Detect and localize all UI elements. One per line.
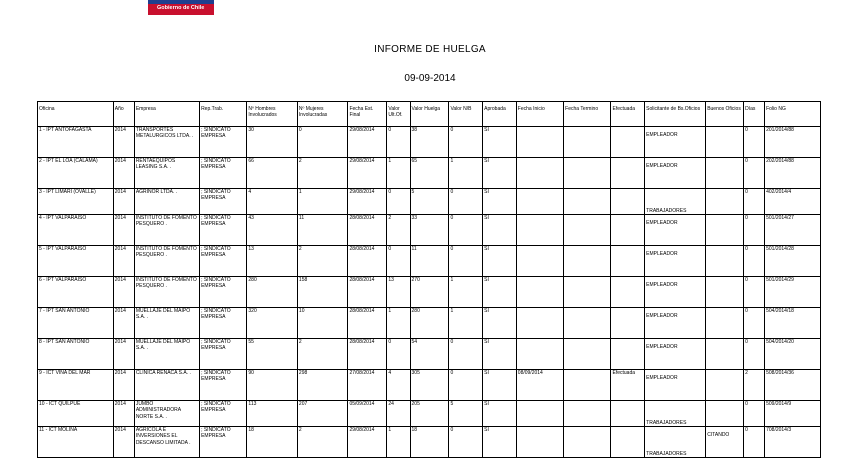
table-cell: 298 bbox=[297, 370, 348, 401]
table-cell: 0 bbox=[744, 308, 765, 339]
table-cell: 0 bbox=[744, 158, 765, 189]
table-cell bbox=[516, 427, 563, 458]
table-cell: ; SINDICATO EMPRESA bbox=[200, 308, 247, 339]
table-cell: 1 bbox=[449, 308, 483, 339]
table-cell: 29/08/2014 bbox=[348, 189, 387, 215]
table-cell: 2014 bbox=[113, 308, 134, 339]
report-title: INFORME DE HUELGA bbox=[374, 44, 486, 55]
table-cell: 2014 bbox=[113, 401, 134, 427]
table-cell: 2014 bbox=[113, 277, 134, 308]
table-cell: 05/09/2014 bbox=[348, 401, 387, 427]
table-cell bbox=[516, 127, 563, 158]
table-cell bbox=[564, 158, 611, 189]
table-cell bbox=[564, 127, 611, 158]
table-cell: 6 - IPT VALPARAISO bbox=[38, 277, 114, 308]
gobierno-de-chile-logo bbox=[148, 0, 214, 15]
table-cell: TRABAJADORES bbox=[645, 189, 706, 215]
column-header: Fecha Est. Final bbox=[348, 102, 387, 127]
column-header: Buenos Oficios bbox=[706, 102, 744, 127]
table-cell: CLINICA REÑACA S.A. . bbox=[134, 370, 199, 401]
column-header: Solicitante de Bs.Oficios bbox=[645, 102, 706, 127]
table-cell: 2 bbox=[297, 427, 348, 458]
table-row bbox=[38, 215, 821, 246]
table-cell: 2 bbox=[297, 246, 348, 277]
table-cell: 27/08/2014 bbox=[348, 370, 387, 401]
table-cell bbox=[706, 189, 744, 215]
logo-text: Gobierno de Chile bbox=[157, 5, 205, 11]
table-cell bbox=[611, 339, 645, 370]
table-cell bbox=[564, 189, 611, 215]
table-cell: 0 bbox=[744, 246, 765, 277]
table-cell bbox=[706, 158, 744, 189]
table-cell: INSTITUTO DE FOMENTO PESQUERO . bbox=[134, 246, 199, 277]
table-cell: SI bbox=[483, 370, 517, 401]
table-cell: INSTITUTO DE FOMENTO PESQUERO . bbox=[134, 277, 199, 308]
table-cell: 30 bbox=[247, 127, 298, 158]
table-cell: 2 bbox=[387, 215, 410, 246]
table-cell: 1 bbox=[387, 427, 410, 458]
table-cell bbox=[564, 401, 611, 427]
table-cell bbox=[564, 427, 611, 458]
table-cell: 4 bbox=[247, 189, 298, 215]
table-cell: 18 bbox=[247, 427, 298, 458]
table-cell: 501/2014/29 bbox=[765, 277, 821, 308]
table-cell bbox=[611, 308, 645, 339]
table-cell: 28/08/2014 bbox=[348, 277, 387, 308]
table-cell: 9 - ICT VIÑA DEL MAR bbox=[38, 370, 114, 401]
table-row bbox=[38, 308, 821, 339]
table-cell: ; SINDICATO EMPRESA bbox=[200, 277, 247, 308]
table-cell: 508/2014/36 bbox=[765, 370, 821, 401]
table-cell: 5 - IPT VALPARAISO bbox=[38, 246, 114, 277]
report-date: 09-09-2014 bbox=[404, 73, 456, 84]
table-cell: SI bbox=[483, 246, 517, 277]
table-cell bbox=[706, 246, 744, 277]
table-cell: 207 bbox=[297, 401, 348, 427]
table-cell: 320 bbox=[247, 308, 298, 339]
column-header: Aprobada bbox=[483, 102, 517, 127]
table-cell: INSTITUTO DE FOMENTO PESQUERO . bbox=[134, 215, 199, 246]
column-header: Oficina bbox=[38, 102, 114, 127]
table-cell: 5 bbox=[449, 401, 483, 427]
table-cell: 509/2014/9 bbox=[765, 401, 821, 427]
table-cell: 2014 bbox=[113, 158, 134, 189]
table-cell: 0 bbox=[744, 215, 765, 246]
table-cell: 2014 bbox=[113, 246, 134, 277]
table-cell: 4 bbox=[387, 370, 410, 401]
table-cell: 8 - IPT SAN ANTONIO bbox=[38, 339, 114, 370]
table-cell: ; SINDICATO EMPRESA bbox=[200, 246, 247, 277]
table-row bbox=[38, 277, 821, 308]
table-cell bbox=[611, 246, 645, 277]
strike-report-table bbox=[37, 101, 821, 458]
column-header: Nº Mujeres Involucradas bbox=[297, 102, 348, 127]
table-cell bbox=[706, 127, 744, 158]
table-cell: SI bbox=[483, 189, 517, 215]
column-header: Fecha Inicio bbox=[516, 102, 563, 127]
table-header-row bbox=[38, 102, 821, 127]
table-cell: 10 bbox=[297, 308, 348, 339]
table-cell: 1 bbox=[387, 308, 410, 339]
table-cell: 08/09/2014 bbox=[516, 370, 563, 401]
table-cell: EMPLEADOR bbox=[645, 277, 706, 308]
table-cell: 3 - IPT LIMARI (OVALLE) bbox=[38, 189, 114, 215]
table-cell: Efectuada bbox=[611, 370, 645, 401]
table-cell bbox=[611, 127, 645, 158]
table-cell: 158 bbox=[297, 277, 348, 308]
table-cell: 504/2014/20 bbox=[765, 339, 821, 370]
table-cell: 0 bbox=[387, 246, 410, 277]
table-cell bbox=[516, 401, 563, 427]
table-cell: EMPLEADOR bbox=[645, 127, 706, 158]
table-cell: JUMBO ADMINISTRADORA NORTE S.A. . bbox=[134, 401, 199, 427]
table-cell: 402/2014/4 bbox=[765, 189, 821, 215]
table-row bbox=[38, 427, 821, 458]
table-cell: ; SINDICATO EMPRESA bbox=[200, 401, 247, 427]
column-header: Días bbox=[744, 102, 765, 127]
table-cell: 1 bbox=[297, 189, 348, 215]
table-cell: EMPLEADOR bbox=[645, 246, 706, 277]
table-cell: EMPLEADOR bbox=[645, 339, 706, 370]
table-cell bbox=[611, 215, 645, 246]
table-cell: 113 bbox=[247, 401, 298, 427]
table-cell: EMPLEADOR bbox=[645, 308, 706, 339]
table-cell: 33 bbox=[410, 215, 449, 246]
table-cell: ; SINDICATO EMPRESA bbox=[200, 339, 247, 370]
table-cell: 0 bbox=[744, 277, 765, 308]
table-cell: 11 - ICT MOLINA bbox=[38, 427, 114, 458]
table-cell bbox=[516, 158, 563, 189]
table-cell: 0 bbox=[744, 339, 765, 370]
table-cell: AGRICOLA E INVERSIONES EL DESCANSO LIMITADA . bbox=[134, 427, 199, 458]
table-cell: SI bbox=[483, 427, 517, 458]
table-cell: TRABAJADORES bbox=[645, 427, 706, 458]
table-cell: MUELLAJE DEL MAIPO S.A. . bbox=[134, 339, 199, 370]
table-row bbox=[38, 339, 821, 370]
table-cell: 2014 bbox=[113, 189, 134, 215]
table-cell: 0 bbox=[744, 127, 765, 158]
table-cell: 1 - IPT ANTOFAGASTA bbox=[38, 127, 114, 158]
table-cell bbox=[564, 246, 611, 277]
table-cell bbox=[611, 427, 645, 458]
table-cell: SI bbox=[483, 339, 517, 370]
table-row bbox=[38, 370, 821, 401]
table-cell bbox=[564, 339, 611, 370]
table-cell: 10 - ICT QUILPUE bbox=[38, 401, 114, 427]
table-cell: 280 bbox=[410, 308, 449, 339]
table-row bbox=[38, 158, 821, 189]
column-header: Fecha Termino bbox=[564, 102, 611, 127]
table-cell: 65 bbox=[410, 158, 449, 189]
table-cell bbox=[516, 246, 563, 277]
table-cell: 2 bbox=[744, 370, 765, 401]
table-cell: 202/2014/88 bbox=[765, 158, 821, 189]
table-cell: TRANSPORTES METALURGICOS LTDA. . bbox=[134, 127, 199, 158]
table-cell: ; SINDICATO EMPRESA bbox=[200, 215, 247, 246]
table-cell: 2014 bbox=[113, 339, 134, 370]
table-row bbox=[38, 246, 821, 277]
table-cell: 1 bbox=[449, 277, 483, 308]
table-cell: ; SINDICATO EMPRESA bbox=[200, 158, 247, 189]
table-cell bbox=[706, 277, 744, 308]
table-cell bbox=[516, 277, 563, 308]
table-cell: 28/08/2014 bbox=[348, 339, 387, 370]
table-cell: 0 bbox=[449, 339, 483, 370]
table-cell: 0 bbox=[449, 370, 483, 401]
column-header: Año bbox=[113, 102, 134, 127]
table-cell: 55 bbox=[247, 339, 298, 370]
table-cell: 5 bbox=[410, 189, 449, 215]
table-cell: 2014 bbox=[113, 427, 134, 458]
table-cell bbox=[611, 401, 645, 427]
table-cell bbox=[611, 189, 645, 215]
table-cell bbox=[706, 215, 744, 246]
table-cell: 11 bbox=[297, 215, 348, 246]
column-header: Valor N/B bbox=[449, 102, 483, 127]
table-cell: EMPLEADOR bbox=[645, 158, 706, 189]
table-cell: 28/08/2014 bbox=[348, 308, 387, 339]
table-cell bbox=[611, 277, 645, 308]
table-cell bbox=[516, 215, 563, 246]
table-cell: 18 bbox=[410, 427, 449, 458]
table-cell: ; SINDICATO EMPRESA bbox=[200, 189, 247, 215]
table-cell: EMPLEADOR bbox=[645, 215, 706, 246]
table-cell: ; SINDICATO EMPRESA bbox=[200, 127, 247, 158]
table-cell: 280 bbox=[247, 277, 298, 308]
table-cell: CITANDO bbox=[706, 427, 744, 458]
table-cell: 501/2014/28 bbox=[765, 246, 821, 277]
table-cell: 501/2014/27 bbox=[765, 215, 821, 246]
column-header: Rep.Trab. bbox=[200, 102, 247, 127]
table-cell: RENTAEQUIPOS LEASING S.A. . bbox=[134, 158, 199, 189]
table-cell bbox=[516, 339, 563, 370]
table-cell: 4 - IPT VALPARAISO bbox=[38, 215, 114, 246]
table-row bbox=[38, 127, 821, 158]
table-cell: SI bbox=[483, 127, 517, 158]
table-cell: SI bbox=[483, 277, 517, 308]
table-cell: 0 bbox=[449, 127, 483, 158]
column-header: Valor Huelga bbox=[410, 102, 449, 127]
table-cell: 28/08/2014 bbox=[348, 246, 387, 277]
column-header: Empresa bbox=[134, 102, 199, 127]
table-cell: 2014 bbox=[113, 215, 134, 246]
table-cell: SI bbox=[483, 401, 517, 427]
table-cell: 2014 bbox=[113, 370, 134, 401]
table-cell: 0 bbox=[387, 339, 410, 370]
table-cell: 13 bbox=[247, 246, 298, 277]
table-cell: 0 bbox=[387, 189, 410, 215]
table-cell: 0 bbox=[449, 189, 483, 215]
table-cell: 24 bbox=[387, 401, 410, 427]
table-cell: 0 bbox=[744, 401, 765, 427]
table-cell: ; SINDICATO EMPRESA bbox=[200, 370, 247, 401]
table-cell: 0 bbox=[449, 427, 483, 458]
column-header: Folio NG bbox=[765, 102, 821, 127]
table-cell: 708/2014/3 bbox=[765, 427, 821, 458]
table-cell: 13 bbox=[387, 277, 410, 308]
table-cell: 29/08/2014 bbox=[348, 427, 387, 458]
table-cell: 0 bbox=[449, 246, 483, 277]
table-cell: 29/08/2014 bbox=[348, 158, 387, 189]
column-header: Valor Ult.Of. bbox=[387, 102, 410, 127]
table-cell: TRABAJADORES bbox=[645, 401, 706, 427]
table-cell: ; SINDICATO EMPRESA bbox=[200, 427, 247, 458]
table-row bbox=[38, 401, 821, 427]
table-cell: 270 bbox=[410, 277, 449, 308]
table-cell: 11 bbox=[410, 246, 449, 277]
table-cell bbox=[564, 370, 611, 401]
table-cell: 38 bbox=[410, 127, 449, 158]
table-cell: 29/08/2014 bbox=[348, 127, 387, 158]
table-cell: 1 bbox=[387, 158, 410, 189]
table-cell bbox=[564, 215, 611, 246]
table-cell: 504/2014/18 bbox=[765, 308, 821, 339]
table-cell: 7 - IPT SAN ANTONIO bbox=[38, 308, 114, 339]
table-cell: 2 bbox=[297, 158, 348, 189]
table-cell bbox=[564, 277, 611, 308]
table-cell: 0 bbox=[297, 127, 348, 158]
table-cell bbox=[564, 308, 611, 339]
table-row bbox=[38, 189, 821, 215]
table-cell: SI bbox=[483, 215, 517, 246]
column-header: Efectuada bbox=[611, 102, 645, 127]
table-cell: SI bbox=[483, 158, 517, 189]
table-cell: 2 bbox=[297, 339, 348, 370]
table-cell bbox=[706, 370, 744, 401]
table-cell: 0 bbox=[744, 427, 765, 458]
table-cell: 54 bbox=[410, 339, 449, 370]
table-cell: 201/2014/88 bbox=[765, 127, 821, 158]
table-cell bbox=[516, 308, 563, 339]
table-cell bbox=[516, 189, 563, 215]
table-cell: 205 bbox=[410, 401, 449, 427]
table-cell: 90 bbox=[247, 370, 298, 401]
table-cell: SI bbox=[483, 308, 517, 339]
table-cell bbox=[706, 308, 744, 339]
table-cell: 2 - IPT EL LOA (CALAMA) bbox=[38, 158, 114, 189]
column-header: Nº Hombres Involucrados bbox=[247, 102, 298, 127]
table-cell: EMPLEADOR bbox=[645, 370, 706, 401]
table-cell: 0 bbox=[744, 189, 765, 215]
table-cell: AGRINOR LTDA. . bbox=[134, 189, 199, 215]
table-cell: 0 bbox=[387, 127, 410, 158]
table-cell: 1 bbox=[449, 158, 483, 189]
table-cell: 305 bbox=[410, 370, 449, 401]
table-cell: 28/08/2014 bbox=[348, 215, 387, 246]
table-cell: MUELLAJE DEL MAIPO S.A. . bbox=[134, 308, 199, 339]
table-cell: 66 bbox=[247, 158, 298, 189]
table-cell bbox=[706, 401, 744, 427]
table-cell: 43 bbox=[247, 215, 298, 246]
table-cell: 0 bbox=[449, 215, 483, 246]
table-cell bbox=[706, 339, 744, 370]
table-cell: 2014 bbox=[113, 127, 134, 158]
table-cell bbox=[611, 158, 645, 189]
